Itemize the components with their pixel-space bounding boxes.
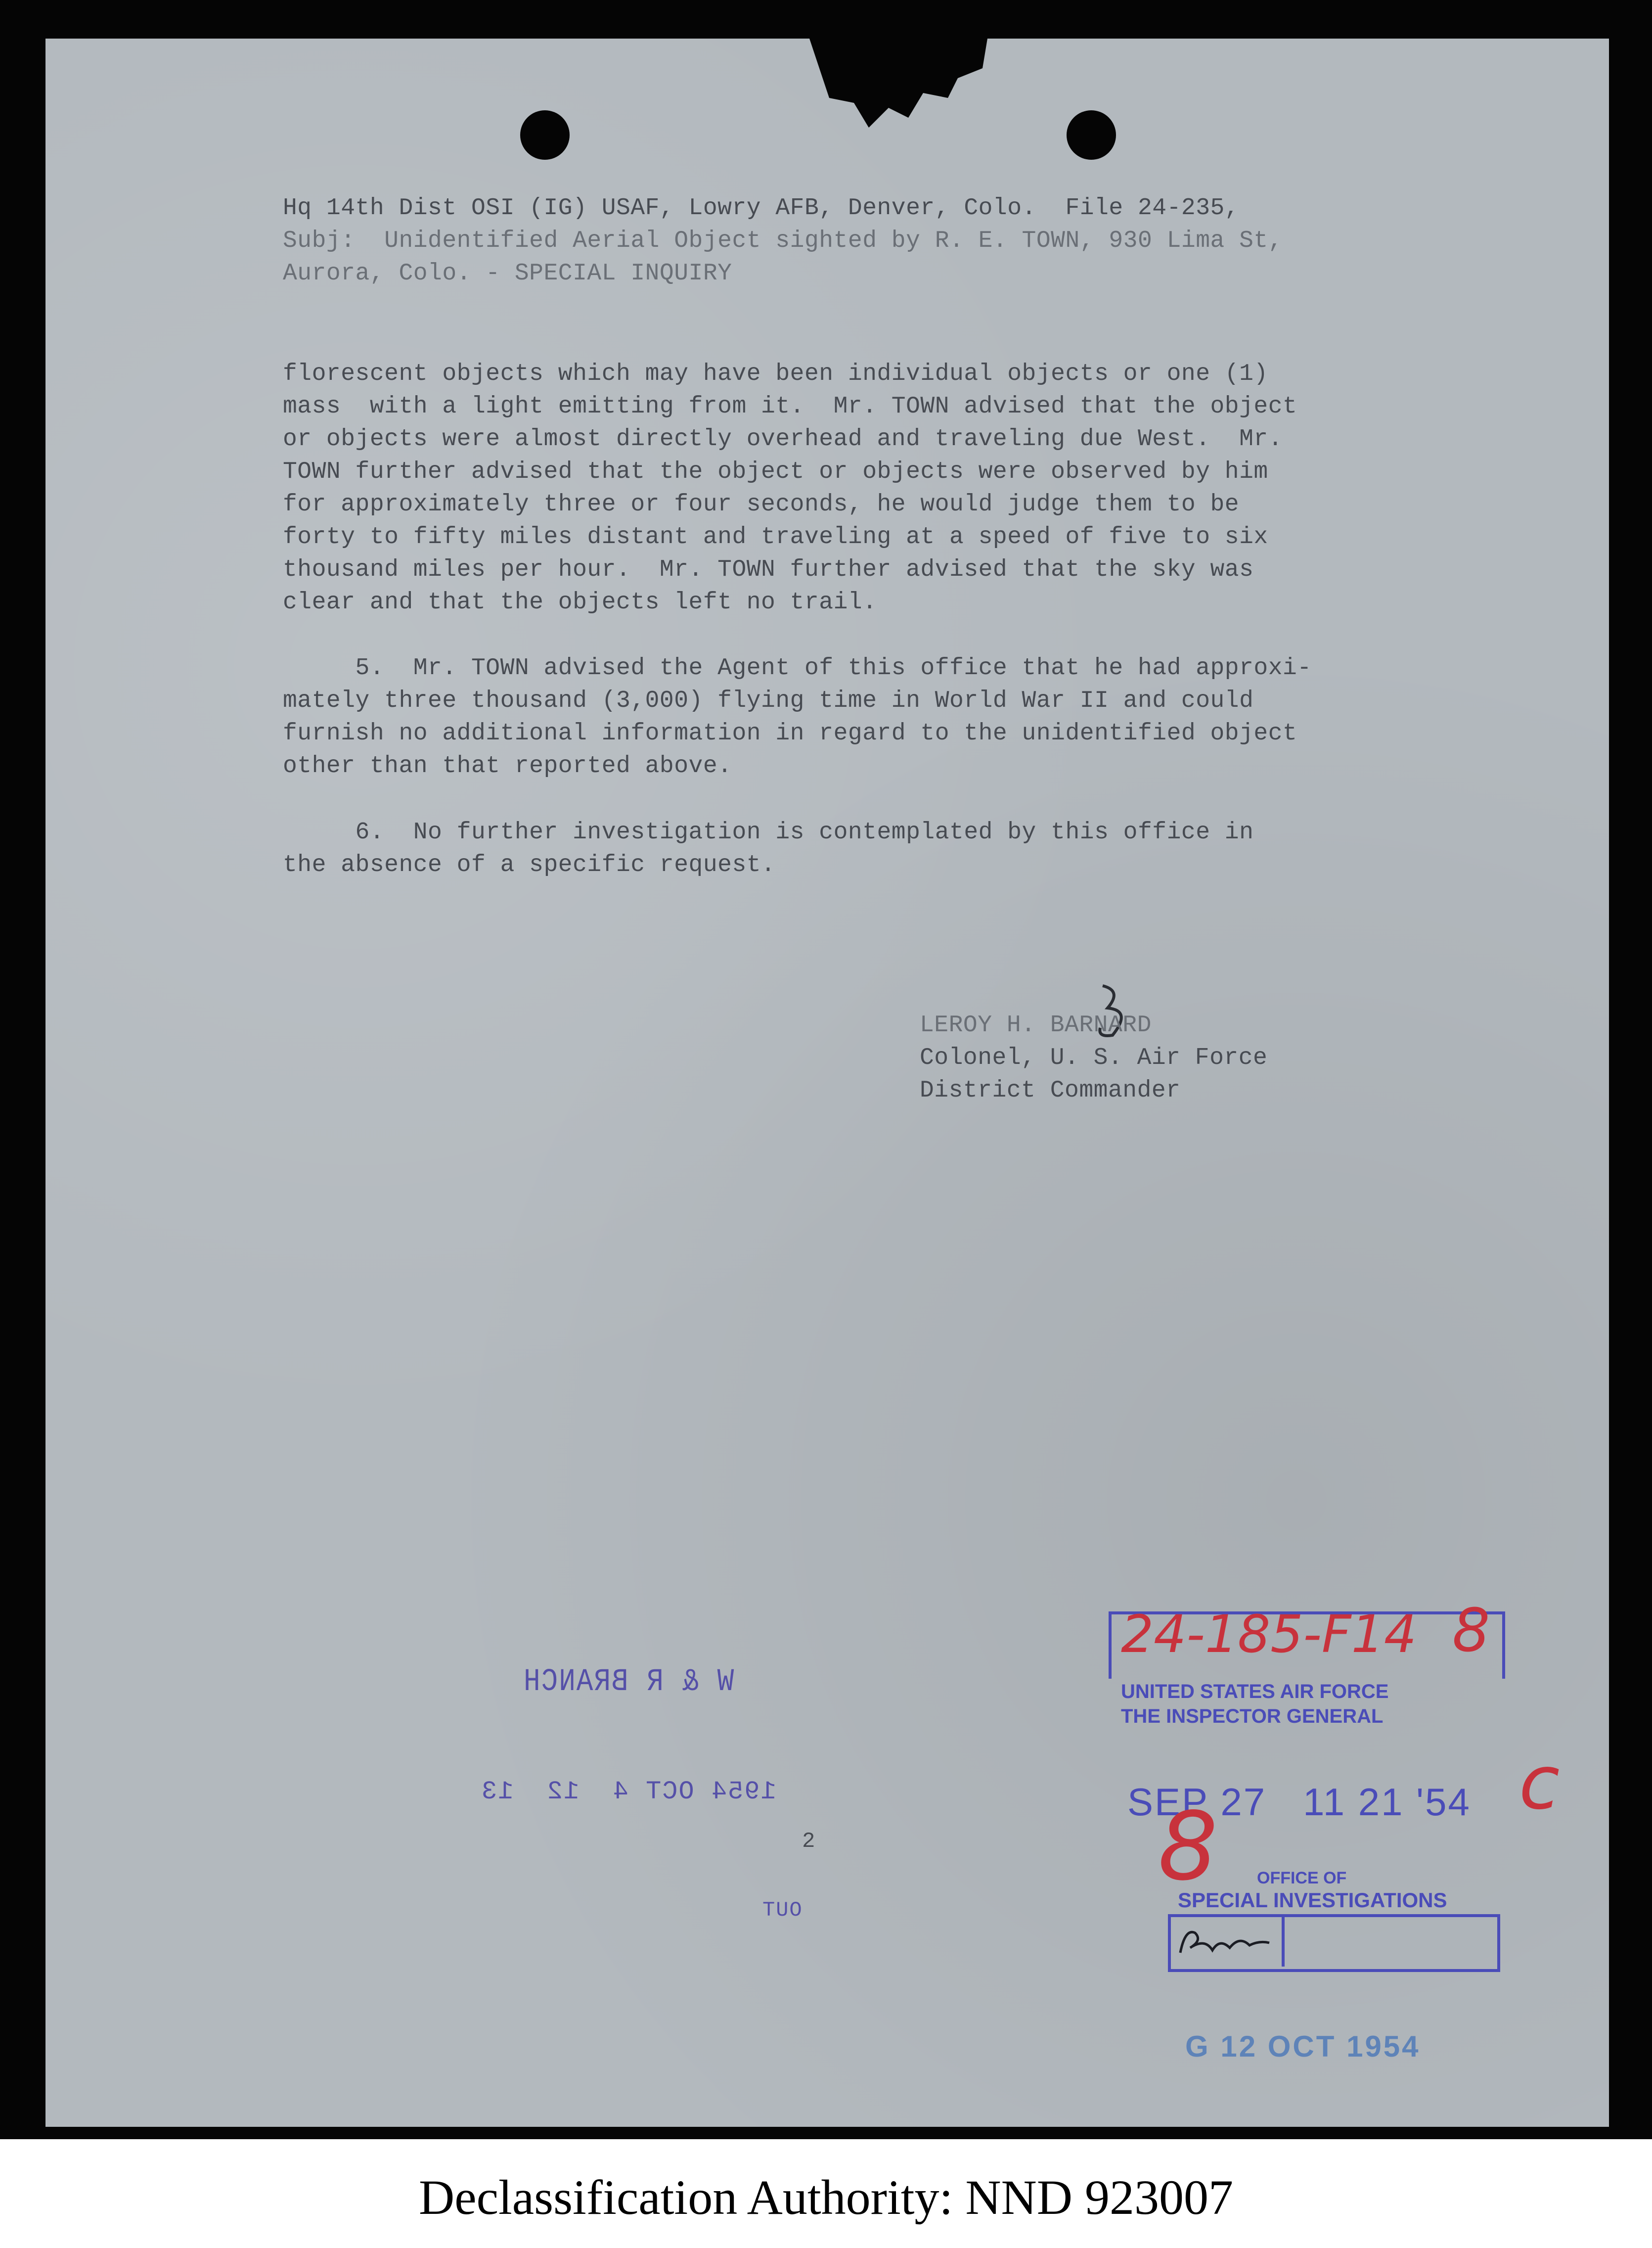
text-line: TOWN further advised that the object or objects were observed by him (283, 459, 1268, 485)
stamp-office-line-2: SPECIAL INVESTIGATIONS (1178, 1888, 1447, 1912)
header-line-2: Subj: Unidentified Aerial Object sighted by R. E. TOWN, 930 Lima St, (283, 228, 1283, 254)
text-line: or objects were almost directly overhead and traveling due West. Mr. (283, 426, 1283, 453)
handwritten-check-mark: c (1519, 1740, 1560, 1826)
stamp-office-line-1: OFFICE OF (1257, 1869, 1347, 1887)
text-line: florescent objects which may have been individual objects or one (1) (283, 361, 1268, 387)
text-line: mately three thousand (3,000) flying time in World War II and could (283, 688, 1254, 714)
text-line: thousand miles per hour. Mr. TOWN further advised that the sky was (283, 556, 1254, 583)
declassification-caption: Declassification Authority: NND 923007 (419, 2170, 1233, 2225)
branch-stamp: W & R BRANCH (523, 1663, 734, 1700)
signer-rank: Colonel, U. S. Air Force (920, 1045, 1268, 1071)
filing-date-stamp: G 12 OCT 1954 (1185, 2030, 1421, 2063)
received-date-stamp: 1954 OCT 4 12 13 (481, 1777, 776, 1806)
stamp-org-line-1: UNITED STATES AIR FORCE (1121, 1681, 1389, 1702)
stamp-received-date: SEP 27 11 21 '54 (1127, 1780, 1471, 1824)
stamp-box-divider (1282, 1917, 1285, 1967)
punch-hole-icon (1067, 110, 1116, 160)
signer-name: LEROY H. BARNARD (920, 1012, 1152, 1039)
text-line: other than that reported above. (283, 753, 732, 780)
text-line: mass with a light emitting from it. Mr. TOWN advised that the object (283, 393, 1297, 420)
header-line-3: Aurora, Colo. - SPECIAL INQUIRY (283, 260, 732, 287)
document-page (45, 39, 1609, 2127)
text-line: for approximately three or four seconds, he would judge them to be (283, 491, 1240, 518)
text-line: 5. Mr. TOWN advised the Agent of this office that he had approxi- (283, 655, 1312, 682)
signer-title: District Commander (920, 1077, 1181, 1104)
handwritten-mark-left: 8 (1158, 1792, 1218, 1901)
text-line: the absence of a specific request. (283, 852, 776, 878)
page-number: 2 (802, 1829, 815, 1854)
text-line: furnish no additional information in regard to the unidentified object (283, 720, 1297, 747)
handwritten-mark-top: 8 (1452, 1597, 1490, 1665)
punch-hole-icon (520, 110, 570, 160)
stamp-org-line-2: THE INSPECTOR GENERAL (1121, 1705, 1384, 1727)
handwritten-file-number: 24-185-F14 (1121, 1604, 1417, 1664)
text-line: 6. No further investigation is contemplated by this office in (283, 819, 1254, 846)
text-line: clear and that the objects left no trail. (283, 589, 877, 616)
initials-signature-icon (1175, 1918, 1274, 1965)
header-line-1: Hq 14th Dist OSI (IG) USAF, Lowry AFB, Denver, Colo. File 24-235, (283, 195, 1240, 222)
text-line: forty to fifty miles distant and traveling at a speed of five to six (283, 524, 1268, 551)
torn-edge-icon (809, 39, 987, 133)
routing-code-stamp: OUT (761, 1898, 802, 1922)
